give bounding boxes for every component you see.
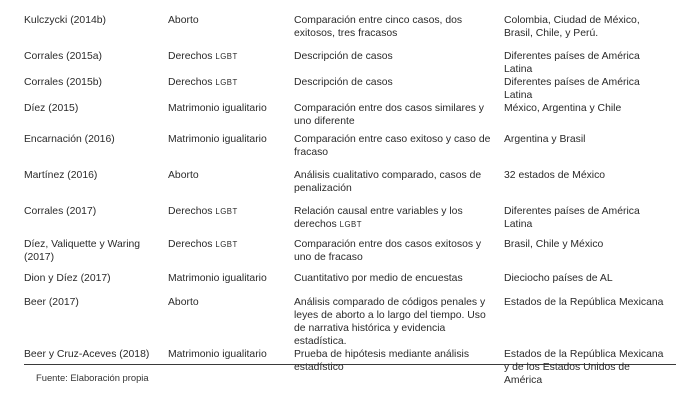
author-cell — [24, 272, 168, 296]
table-row — [24, 272, 676, 296]
cases-cell — [504, 102, 676, 133]
topic-tag: LGBT — [215, 52, 238, 61]
cases-text: Diferentes países de América Latina — [504, 206, 640, 230]
topic-tag: LGBT — [215, 240, 238, 249]
topic-text: Matrimonio igualitario — [168, 134, 267, 145]
topic-cell — [168, 272, 294, 296]
topic-cell — [168, 205, 294, 238]
cases-text: Estados de la República Mexicana — [504, 297, 664, 308]
source-note: Fuente: Elaboración propia — [36, 372, 149, 383]
author-text: Encarnación (2016) — [24, 134, 115, 145]
cases-cell — [504, 14, 676, 50]
table-row — [24, 169, 676, 205]
method-text: Descripción de casos — [294, 51, 393, 62]
method-cell — [294, 348, 504, 387]
author-text: Dion y Díez (2017) — [24, 273, 111, 284]
method-cell — [294, 133, 504, 169]
method-text: Cuantitativo por medio de encuestas — [294, 273, 463, 284]
topic-text: Matrimonio igualitario — [168, 349, 267, 360]
table-row — [24, 238, 676, 272]
topic-text: Derechos — [168, 51, 213, 62]
table-row — [24, 102, 676, 133]
cases-text: Argentina y Brasil — [504, 134, 586, 145]
table-bottom-rule — [24, 364, 676, 365]
author-text: Martínez (2016) — [24, 170, 98, 181]
cases-cell — [504, 348, 676, 387]
method-cell — [294, 272, 504, 296]
method-text: Comparación entre dos casos exitosos y uno de fracaso — [294, 239, 482, 263]
author-cell — [24, 102, 168, 133]
table-row — [24, 296, 676, 348]
topic-cell — [168, 169, 294, 205]
cases-text: Dieciocho países de AL — [504, 273, 613, 284]
cases-text: México, Argentina y Chile — [504, 103, 622, 114]
author-cell — [24, 205, 168, 238]
topic-text: Aborto — [168, 297, 199, 308]
author-text: Corrales (2015a) — [24, 51, 102, 62]
method-cell — [294, 205, 504, 238]
topic-cell — [168, 14, 294, 50]
cases-cell — [504, 133, 676, 169]
literature-table — [24, 14, 676, 387]
table-row — [24, 205, 676, 238]
method-cell — [294, 14, 504, 50]
cases-text: Diferentes países de América Latina — [504, 77, 640, 101]
method-cell — [294, 169, 504, 205]
cases-text: Brasil, Chile y México — [504, 239, 604, 250]
method-text: Descripción de casos — [294, 77, 393, 88]
cases-text: Diferentes países de América Latina — [504, 51, 640, 75]
topic-cell — [168, 133, 294, 169]
author-text: Kulczycki (2014b) — [24, 15, 107, 26]
topic-text: Aborto — [168, 170, 199, 181]
author-text: Corrales (2017) — [24, 206, 97, 217]
topic-cell — [168, 76, 294, 102]
author-text: Corrales (2015b) — [24, 77, 102, 88]
method-text: Comparación entre caso exitoso y caso de fracaso — [294, 134, 491, 158]
author-cell — [24, 14, 168, 50]
table-row — [24, 50, 676, 76]
method-text: Prueba de hipótesis mediante análisis estadístico — [294, 349, 470, 373]
table-row — [24, 76, 676, 102]
topic-cell — [168, 238, 294, 272]
method-text: Análisis cualitativo comparado, casos de penalización — [294, 170, 482, 194]
topic-text: Matrimonio igualitario — [168, 273, 267, 284]
method-text: Relación causal entre variables y los derechos — [294, 206, 463, 230]
author-text: Beer (2017) — [24, 297, 79, 308]
topic-text: Derechos — [168, 77, 213, 88]
method-cell — [294, 76, 504, 102]
author-text: Beer y Cruz-Aceves (2018) — [24, 349, 150, 360]
topic-cell — [168, 296, 294, 348]
topic-text: Matrimonio igualitario — [168, 103, 267, 114]
cases-cell — [504, 296, 676, 348]
table-row — [24, 14, 676, 50]
author-text: Díez (2015) — [24, 103, 79, 114]
method-cell — [294, 238, 504, 272]
table-row — [24, 133, 676, 169]
author-cell — [24, 50, 168, 76]
cases-cell — [504, 50, 676, 76]
method-cell — [294, 296, 504, 348]
topic-cell — [168, 348, 294, 387]
topic-tag: LGBT — [215, 78, 238, 87]
cases-text: Colombia, Ciudad de México, Brasil, Chile, y Perú. — [504, 15, 640, 39]
author-cell — [24, 76, 168, 102]
table-body — [24, 14, 676, 387]
author-cell — [24, 296, 168, 348]
cases-cell — [504, 272, 676, 296]
method-text: Análisis comparado de códigos penales y leyes de aborto a lo largo del tiempo. Uso de narrativa histórica y evidencia estadística. — [294, 297, 486, 347]
cases-text: Estados de la República Mexicana y de los Estados Unidos de América — [504, 349, 664, 386]
method-tag: LGBT — [339, 220, 363, 229]
cases-text: 32 estados de México — [504, 170, 606, 181]
cases-cell — [504, 76, 676, 102]
method-cell — [294, 50, 504, 76]
topic-text: Aborto — [168, 15, 199, 26]
topic-tag: LGBT — [215, 207, 238, 216]
topic-cell — [168, 102, 294, 133]
cases-cell — [504, 238, 676, 272]
author-cell — [24, 238, 168, 272]
author-text: Díez, Valiquette y Waring (2017) — [24, 239, 141, 263]
cases-cell — [504, 205, 676, 238]
author-cell — [24, 169, 168, 205]
topic-text: Derechos — [168, 239, 213, 250]
method-cell — [294, 102, 504, 133]
method-text: Comparación entre cinco casos, dos exitosos, tres fracasos — [294, 15, 463, 39]
topic-cell — [168, 50, 294, 76]
method-text: Comparación entre dos casos similares y uno diferente — [294, 103, 484, 127]
author-cell — [24, 133, 168, 169]
cases-cell — [504, 169, 676, 205]
topic-text: Derechos — [168, 206, 213, 217]
